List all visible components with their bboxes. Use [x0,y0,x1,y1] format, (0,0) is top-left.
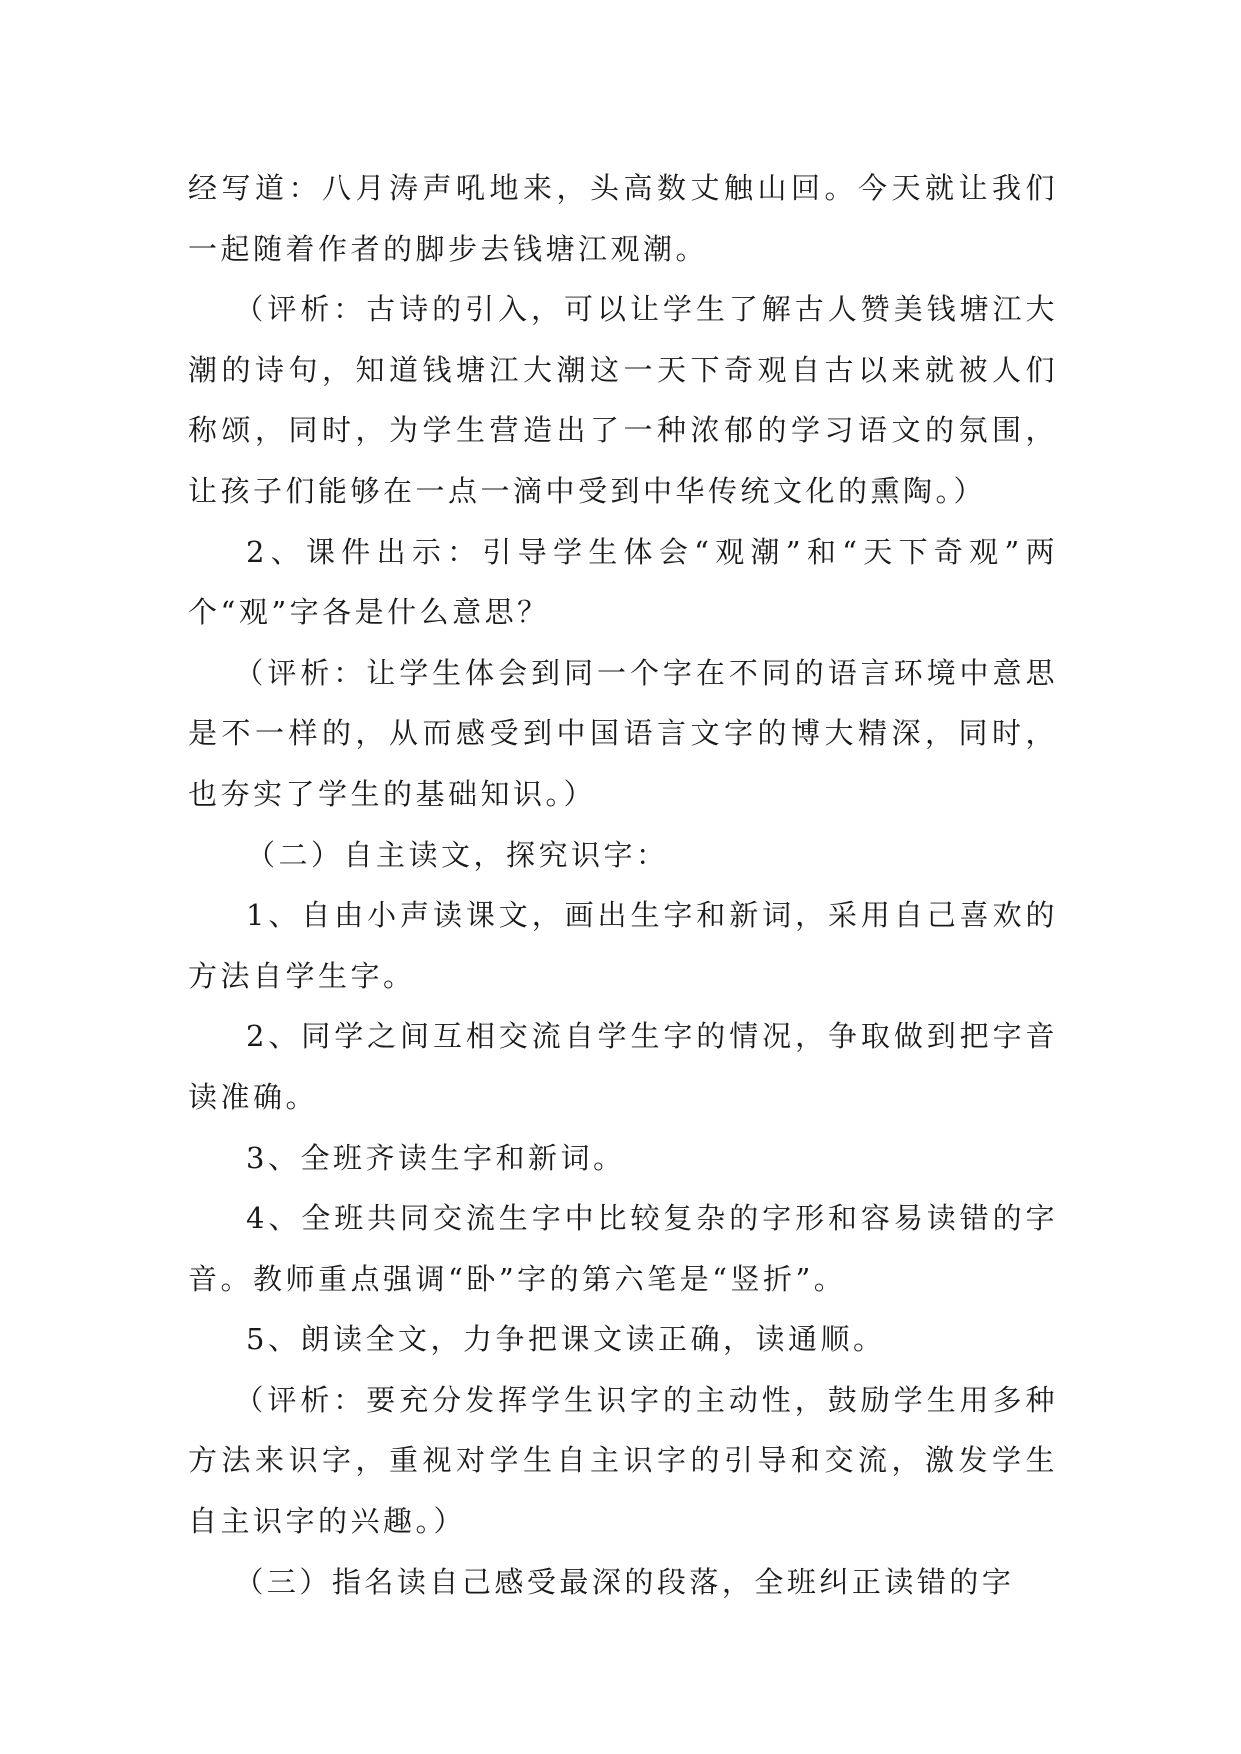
paragraph-step: 4、全班共同交流生字中比较复杂的字形和容易读错的字音。教师重点强调“卧”字的第六笔是“竖折”。 [188,1201,1058,1296]
section-heading: （三）指名读自己感受最深的段落，全班纠正读错的字 [234,1564,1015,1599]
paragraph-step: 3、全班齐读生字和新词。 [246,1140,626,1175]
paragraph-continuation: 经写道：八月涛声吼地来，头高数丈触山回。今天就让我们一起随着作者的脚步去钱塘江观潮。 [188,171,1058,266]
paragraph-commentary: （评析：要充分发挥学生识字的主动性，鼓励学生用多种方法来识字，重视对学生自主识字的引导和交流，激发学生自主识字的兴趣。） [188,1382,1058,1539]
paragraph-step: 1、自由小声读课文，画出生字和新词，采用自己喜欢的方法自学生字。 [188,898,1058,993]
paragraph-step: 2、同学之间互相交流自学生字的情况，争取做到把字音读准确。 [188,1019,1058,1114]
paragraph-commentary: （评析：让学生体会到同一个字在不同的语言环境中意思是不一样的，从而感受到中国语言文字的博大精深，同时，也夯实了学生的基础知识。） [188,655,1058,811]
paragraph-commentary: （评析：古诗的引入，可以让学生了解古人赞美钱塘江大潮的诗句，知道钱塘江大潮这一天下奇观自古以来就被人们称颂，同时，为学生营造出了一种浓郁的学习语文的氛围，让孩子们能够在一点一滴中受到中华传统文化的熏陶。） [188,292,1058,508]
document-body [188,158,1058,1612]
section-heading: （二）自主读文，探究识字： [246,837,669,872]
paragraph-step: 5、朗读全文，力争把课文读正确，读通顺。 [246,1322,886,1357]
paragraph-step: 2、课件出示：引导学生体会“观潮”和“天下奇观”两个“观”字各是什么意思？ [188,534,1058,630]
